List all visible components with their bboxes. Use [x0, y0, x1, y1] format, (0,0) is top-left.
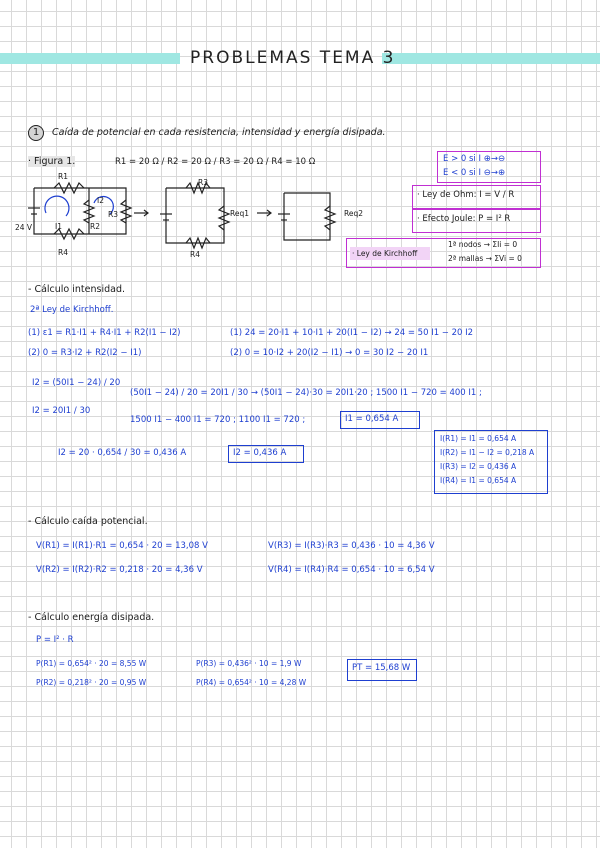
power-r3: P(R3) = 0,436² · 10 = 1,9 W: [196, 659, 302, 668]
intensity-heading: - Cálculo intensidad.: [28, 284, 125, 295]
power-r1: P(R1) = 0,654² · 20 = 8,55 W: [36, 659, 147, 668]
equation-1: (1) ε1 = R1·I1 + R4·I1 + R2(I1 − I2): [28, 328, 181, 338]
power-r4: P(R4) = 0,654² · 10 = 4,28 W: [196, 678, 307, 687]
i2-calculation: I2 = 20 · 0,654 / 30 = 0,436 A: [58, 448, 187, 458]
resistance-values: R1 = 20 Ω / R2 = 20 Ω / R3 = 20 Ω / R4 = 10 Ω: [115, 157, 316, 167]
req1-label: Req1: [230, 209, 250, 218]
energy-heading: - Cálculo energía disipada.: [28, 612, 155, 623]
req2-label: Req2: [344, 209, 364, 218]
potential-heading: - Cálculo caída potencial.: [28, 516, 148, 527]
joule-law: · Efecto Joule: P = I² R: [417, 214, 511, 224]
r4-second-label: R4: [190, 250, 200, 259]
r4-label: R4: [58, 248, 68, 257]
equation-2: (2) 0 = R3·I2 + R2(I2 − I1): [28, 348, 142, 358]
current-summary-4: I(R4) = I1 = 0,654 A: [440, 476, 517, 485]
i1-result: I1 = 0,654 A: [345, 414, 399, 424]
r3-second-label: R3: [198, 178, 208, 187]
power-r2: P(R2) = 0,218² · 20 = 0,95 W: [36, 678, 147, 687]
current-summary-3: I(R3) = I2 = 0,436 A: [440, 462, 517, 471]
title-highlight-left: [0, 53, 180, 64]
r3-label: R3: [108, 210, 118, 219]
emf-label: 24 V: [15, 223, 33, 232]
i2-label: I2: [97, 196, 104, 205]
sign-rule-1: E > 0 si I ⊕→⊖: [443, 154, 506, 164]
r1-label: R1: [58, 172, 68, 181]
kirchhoff-second-law: 2ª Ley de Kirchhoff.: [30, 305, 114, 315]
potential-r4: V(R4) = I(R4)·R4 = 0,654 · 10 = 6,54 V: [268, 565, 435, 575]
potential-r1: V(R1) = I(R1)·R1 = 0,654 · 20 = 13,08 V: [36, 541, 208, 551]
power-formula: P = I² · R: [36, 635, 74, 645]
total-power: PT = 15,68 W: [352, 663, 411, 673]
figure-label: · Figura 1.: [28, 156, 76, 167]
potential-r3: V(R3) = I(R3)·R3 = 0,436 · 10 = 4,36 V: [268, 541, 435, 551]
circuit-diagram: [14, 168, 364, 260]
kirchhoff-nodes: 1ª nodos → ΣIi = 0: [448, 240, 518, 249]
current-summary-1: I(R1) = I1 = 0,654 A: [440, 434, 517, 443]
sign-rule-2: E < 0 si I ⊖→⊕: [443, 168, 506, 178]
i2-result: I2 = 0,436 A: [233, 448, 287, 458]
problem-number: 1: [28, 125, 44, 141]
current-summary-2: I(R2) = I1 − I2 = 0,218 A: [440, 448, 535, 457]
equation-4: (2) 0 = 10·I2 + 20(I2 − I1) → 0 = 30 I2 − 20 I1: [230, 348, 429, 358]
substitution-step-1: (50I1 − 24) / 20 = 20I1 / 30 → (50I1 − 24)·30 = 20I1·20 ; 1500 I1 − 720 = 400 I1 ;: [130, 388, 482, 398]
ohm-law: · Ley de Ohm: I = V / R: [417, 190, 515, 200]
system-eq-2: I2 = 20I1 / 30: [32, 406, 91, 416]
kirchhoff-law: · Ley de Kirchhoff: [352, 249, 418, 258]
potential-r2: V(R2) = I(R2)·R2 = 0,218 · 20 = 4,36 V: [36, 565, 203, 575]
equation-3: (1) 24 = 20·I1 + 10·I1 + 20(I1 − I2) → 24 = 50 I1 − 20 I2: [230, 328, 474, 338]
title-highlight-right: [382, 53, 600, 64]
i1-label: I1: [55, 222, 62, 231]
page-title: PROBLEMAS TEMA 3: [190, 48, 396, 68]
r2-label: R2: [90, 222, 100, 231]
system-eq-1: I2 = (50I1 − 24) / 20: [32, 378, 121, 388]
problem-statement: Caída de potencial en cada resistencia, intensidad y energía disipada.: [52, 127, 386, 138]
kirchhoff-meshes: 2ª mallas → ΣVi = 0: [448, 254, 522, 263]
substitution-step-2: 1500 I1 − 400 I1 = 720 ; 1100 I1 = 720 ;: [130, 415, 306, 425]
